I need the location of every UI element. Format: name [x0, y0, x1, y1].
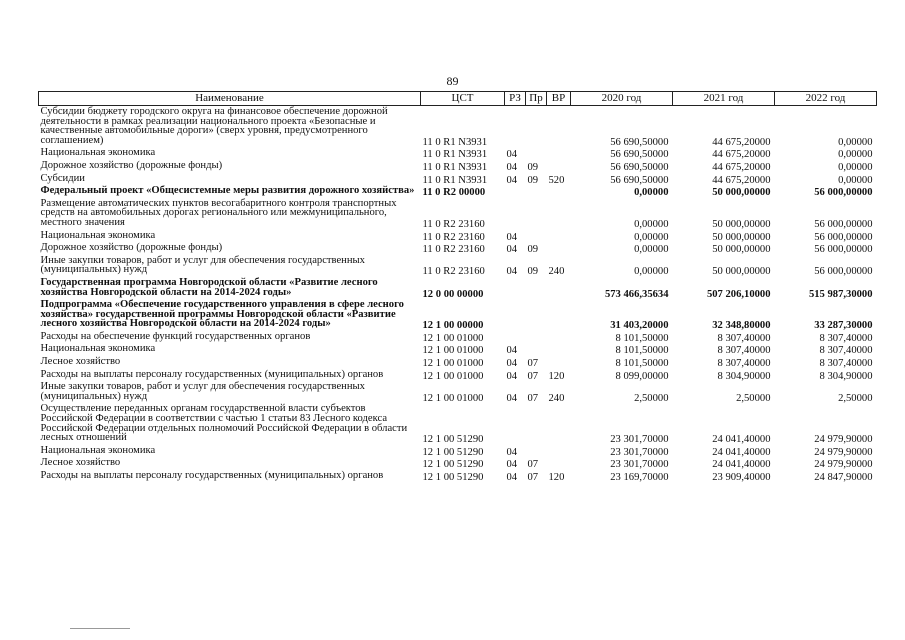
row-rz: 04	[506, 231, 518, 243]
row-name: Расходы на выплаты персоналу государственных (муниципальных) органов	[40, 470, 384, 481]
row-rz: 04	[506, 345, 518, 357]
row-name: Национальная экономика	[40, 343, 156, 355]
row-2020: 23 301,70000	[610, 459, 669, 471]
row-name: Иные закупки товаров, работ и услуг для обеспечения государственных (муниципальных) нужд	[40, 254, 365, 276]
row-2020: 23 301,70000	[610, 446, 669, 458]
table-row	[39, 230, 877, 243]
row-2020: 56 690,50000	[610, 174, 669, 186]
row-pr	[526, 230, 547, 243]
row-rz: 04	[506, 459, 518, 471]
row-name: Федеральный проект «Общесистемные меры развития дорожного хозяйства»	[40, 185, 415, 197]
header-cst: ЦСТ	[421, 92, 505, 106]
row-2021: 8 307,40000	[717, 345, 771, 357]
row-2021: 44 675,20000	[712, 174, 771, 186]
header-rz: РЗ	[505, 92, 526, 106]
row-vr: 120	[548, 472, 565, 483]
row-2020: 573 466,35634	[604, 288, 669, 300]
row-cst: 12 1 00 51290	[422, 446, 484, 458]
table-row	[39, 106, 877, 148]
row-2021: 24 041,40000	[712, 446, 771, 458]
row-rz: 04	[506, 446, 518, 458]
row-2021: 24 041,40000	[712, 459, 771, 471]
row-name: Национальная экономика	[40, 147, 156, 159]
row-2021: 44 675,20000	[712, 161, 771, 173]
row-2022: 8 307,40000	[819, 358, 873, 370]
row-name: Субсидии бюджету городского округа на финансовое обеспечение дорожной деятельности в рамках реализации национального проекта «Безопасные и качественные автомобильные дороги» (сверх уровня, предусмотренного соглашением)	[40, 106, 388, 146]
row-2021: 8 304,90000	[717, 370, 771, 382]
row-name: Расходы на выплаты персоналу государственных (муниципальных) органов	[40, 368, 384, 380]
table-row	[39, 255, 877, 277]
row-cst: 11 0 R2 23160	[422, 231, 485, 243]
row-pr: 07	[527, 472, 539, 483]
row-cst: 12 1 00 01000	[422, 370, 484, 382]
row-rz: 04	[506, 174, 518, 186]
row-2022: 33 287,30000	[814, 320, 873, 332]
row-pr	[526, 106, 547, 148]
row-rz	[505, 277, 526, 299]
table-row	[39, 160, 877, 173]
row-rz	[505, 299, 526, 331]
row-name: Иные закупки товаров, работ и услуг для обеспечения государственных (муниципальных) нужд	[40, 381, 365, 402]
row-2021: 507 206,10000	[706, 288, 771, 300]
row-2020: 2,50000	[634, 392, 669, 404]
table-row	[39, 147, 877, 160]
row-rz	[505, 185, 526, 198]
row-2022: 515 987,30000	[808, 288, 873, 300]
table-row	[39, 403, 877, 444]
table-row	[39, 445, 877, 458]
row-2021: 50 000,00000	[712, 244, 771, 256]
row-vr	[547, 445, 571, 458]
row-2021: 50 000,00000	[712, 218, 771, 230]
row-vr	[547, 242, 571, 255]
row-2022: 56 000,00000	[814, 187, 873, 199]
row-2020: 8 099,00000	[615, 370, 669, 382]
row-2022: 0,00000	[838, 161, 873, 173]
row-2020: 23 169,70000	[610, 472, 669, 483]
row-2020: 23 301,70000	[610, 434, 669, 446]
row-pr	[526, 198, 547, 230]
row-cst: 12 1 00 00000	[422, 320, 484, 332]
row-rz: 04	[506, 392, 518, 404]
row-name: Дорожное хозяйство (дорожные фонды)	[40, 242, 223, 254]
row-name: Дорожное хозяйство (дорожные фонды)	[40, 159, 223, 171]
row-name: Подпрограмма «Обеспечение государственного управления в сфере лесного хозяйства» государственной программы Новгородской области «Развитие лесного хозяйства Новгородской области на 2014-2024 годы»	[40, 299, 404, 330]
row-pr: 09	[527, 266, 539, 278]
row-pr	[526, 343, 547, 356]
table-body	[39, 106, 877, 483]
row-cst: 11 0 R1 N3931	[422, 174, 488, 186]
row-2022: 8 307,40000	[819, 345, 873, 357]
row-cst: 11 0 R2 23160	[422, 218, 485, 230]
row-2022: 24 847,90000	[814, 472, 873, 483]
table-row	[39, 331, 877, 344]
row-vr	[547, 230, 571, 243]
row-2021: 50 000,00000	[712, 231, 771, 243]
row-pr	[526, 445, 547, 458]
header-vr: ВР	[547, 92, 571, 106]
row-vr	[547, 185, 571, 198]
row-vr	[547, 147, 571, 160]
row-cst: 12 1 00 01000	[422, 345, 484, 357]
table-row	[39, 242, 877, 255]
row-rz: 04	[506, 358, 518, 370]
row-2021: 50 000,00000	[712, 266, 771, 278]
row-cst: 12 1 00 51290	[422, 434, 484, 446]
row-vr	[547, 277, 571, 299]
row-pr	[526, 277, 547, 299]
row-pr	[526, 185, 547, 198]
row-pr: 09	[527, 174, 539, 186]
row-cst: 12 0 00 00000	[422, 288, 484, 300]
row-rz: 04	[506, 149, 518, 161]
row-name: Осуществление переданных органам государственной власти субъектов Российской Федерации в соответствии с частью 1 статьи 83 Лесного кодекса Российской Федерации отдельных полномочий Российской Федерации в области лесных отношений	[40, 403, 408, 444]
row-rz: 04	[506, 472, 518, 483]
row-cst: 12 1 00 51290	[422, 459, 484, 471]
header-2021: 2021 год	[673, 92, 775, 106]
row-pr	[526, 403, 547, 444]
row-name: Размещение автоматических пунктов весогабаритного контроля транспортных средств на автомобильных дорогах регионального или межмуниципального, местного значения	[40, 197, 397, 228]
row-cst: 11 0 R1 N3931	[422, 149, 488, 161]
table-row	[39, 343, 877, 356]
row-2022: 8 307,40000	[819, 332, 873, 344]
row-2020: 0,00000	[634, 231, 669, 243]
row-rz: 04	[506, 244, 518, 256]
row-name: Национальная экономика	[40, 444, 156, 456]
row-2021: 32 348,80000	[712, 320, 771, 332]
row-vr	[547, 160, 571, 173]
row-cst: 11 0 R2 00000	[422, 187, 486, 199]
row-2021: 8 307,40000	[717, 332, 771, 344]
row-rz	[505, 331, 526, 344]
row-2020: 0,00000	[634, 187, 669, 199]
row-pr	[526, 331, 547, 344]
row-vr	[547, 356, 571, 369]
row-vr: 240	[548, 266, 565, 278]
header-2020: 2020 год	[571, 92, 673, 106]
row-vr	[547, 198, 571, 230]
row-2020: 8 101,50000	[615, 345, 669, 357]
row-2020: 0,00000	[634, 218, 669, 230]
row-2020: 56 690,50000	[610, 136, 669, 148]
row-pr	[526, 299, 547, 331]
table-row	[39, 470, 877, 483]
row-cst: 12 1 00 01000	[422, 392, 484, 404]
table-row	[39, 299, 877, 331]
row-2022: 56 000,00000	[814, 266, 873, 278]
row-rz: 04	[506, 161, 518, 173]
row-2021: 44 675,20000	[712, 149, 771, 161]
row-name: Национальная экономика	[40, 229, 156, 241]
row-2021: 8 307,40000	[717, 358, 771, 370]
row-2020: 56 690,50000	[610, 149, 669, 161]
row-2022: 56 000,00000	[814, 231, 873, 243]
row-2021: 50 000,00000	[712, 187, 771, 199]
row-2021: 23 909,40000	[712, 472, 771, 483]
page-number: 89	[446, 74, 459, 88]
row-rz: 04	[506, 370, 518, 382]
header-pr: Пр	[526, 92, 547, 106]
row-vr	[547, 331, 571, 344]
row-vr	[547, 299, 571, 331]
row-cst: 11 0 R2 23160	[422, 266, 485, 278]
row-name: Субсидии	[40, 172, 85, 184]
row-2020: 0,00000	[634, 244, 669, 256]
row-rz: 04	[506, 266, 518, 278]
row-name: Расходы на обеспечение функций государственных органов	[40, 330, 311, 342]
row-2022: 56 000,00000	[814, 218, 873, 230]
table-row	[39, 356, 877, 369]
row-vr	[547, 343, 571, 356]
row-vr: 520	[548, 174, 565, 186]
row-vr	[547, 106, 571, 148]
table-row	[39, 198, 877, 230]
row-2022: 24 979,90000	[814, 434, 873, 446]
row-name: Лесное хозяйство	[40, 457, 121, 469]
row-2020: 56 690,50000	[610, 161, 669, 173]
row-rz	[505, 106, 526, 148]
row-2021: 2,50000	[736, 392, 771, 404]
row-pr: 07	[527, 370, 539, 382]
row-2022: 0,00000	[838, 136, 873, 148]
row-cst: 12 1 00 01000	[422, 358, 484, 370]
row-pr: 07	[527, 358, 539, 370]
row-cst: 11 0 R1 N3931	[422, 161, 488, 173]
row-vr: 240	[548, 392, 565, 404]
row-2020: 8 101,50000	[615, 358, 669, 370]
table-header-row	[39, 92, 877, 106]
row-2022: 56 000,00000	[814, 244, 873, 256]
row-2022: 2,50000	[838, 392, 873, 404]
row-2020: 31 403,20000	[610, 320, 669, 332]
row-vr	[547, 457, 571, 470]
row-cst: 11 0 R1 N3931	[422, 136, 488, 148]
row-2021: 44 675,20000	[712, 136, 771, 148]
row-pr: 07	[527, 459, 539, 471]
header-2022: 2022 год	[775, 92, 877, 106]
row-2021: 24 041,40000	[712, 434, 771, 446]
table-row	[39, 277, 877, 299]
header-name: Наименование	[39, 92, 421, 106]
row-cst: 11 0 R2 23160	[422, 244, 485, 256]
table-row	[39, 369, 877, 382]
row-rz	[505, 198, 526, 230]
row-cst: 12 1 00 01000	[422, 332, 484, 344]
row-2022: 24 979,90000	[814, 446, 873, 458]
row-pr	[526, 147, 547, 160]
table-row	[39, 381, 877, 403]
row-2022: 0,00000	[838, 174, 873, 186]
row-name: Государственная программа Новгородской области «Развитие лесного хозяйства Новгородской области на 2014-2024 годы»	[40, 276, 378, 298]
row-2022: 0,00000	[838, 149, 873, 161]
table-row	[39, 457, 877, 470]
row-pr: 07	[527, 392, 539, 404]
row-2020: 8 101,50000	[615, 332, 669, 344]
row-2022: 8 304,90000	[819, 370, 873, 382]
row-2022: 24 979,90000	[814, 459, 873, 471]
row-rz	[505, 403, 526, 444]
footer-divider	[70, 628, 130, 629]
row-cst: 12 1 00 51290	[422, 472, 484, 483]
row-vr	[547, 403, 571, 444]
row-pr: 09	[527, 161, 539, 173]
table-row	[39, 173, 877, 186]
row-name: Лесное хозяйство	[40, 356, 121, 368]
row-pr: 09	[527, 244, 539, 256]
table-row	[39, 185, 877, 198]
budget-table	[38, 91, 877, 483]
row-2020: 0,00000	[634, 266, 669, 278]
row-vr: 120	[548, 370, 565, 382]
